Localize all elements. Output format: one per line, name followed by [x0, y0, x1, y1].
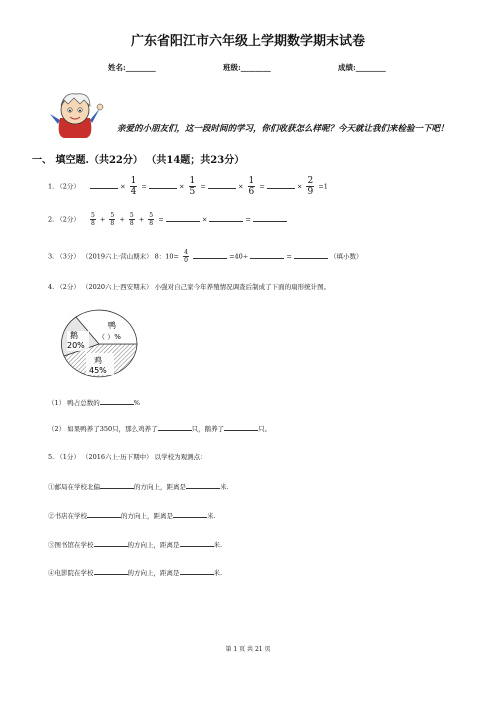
- answer-blank[interactable]: [158, 423, 192, 431]
- question-5-line-2: ②书店在学校 的方向上，距离是 米.: [48, 512, 216, 520]
- answer-blank[interactable]: [186, 481, 220, 489]
- answer-blank[interactable]: [87, 510, 121, 518]
- plus-sign: +: [99, 215, 106, 224]
- times-sign: ×: [296, 182, 303, 191]
- question-4-sub-2: [48, 423, 271, 433]
- question-5: 5. （1分） （2016六上·历下期中） 以学校为观测点：: [48, 453, 207, 461]
- answer-blank[interactable]: [193, 251, 227, 259]
- fraction-1-4: $\frac{1}{4}$: [130, 176, 137, 197]
- decimal-hint: （填小数）: [330, 252, 363, 261]
- question-4: 4. （2分） （2020六上·西安期末） 小强对自己家今年养殖情况调查后制成了下面的扇形统计图。: [48, 283, 331, 291]
- page-title: 广东省阳江市六年级上学期数学期末试卷: [130, 34, 365, 49]
- question-1: [48, 176, 328, 197]
- fraction-5-8: $\frac{5}{8}$: [90, 212, 95, 227]
- equals-sign: =: [259, 182, 265, 191]
- answer-blank[interactable]: [294, 251, 328, 259]
- answer-blank[interactable]: [100, 481, 134, 489]
- answer-blank[interactable]: [149, 181, 177, 189]
- question-5-line-1: ①邮局在学校北偏 的方向上，距离是 米.: [48, 483, 229, 491]
- question-3: [48, 249, 363, 264]
- fraction-4-blank: $\frac{4}{0}$: [184, 249, 188, 264]
- equals-sign: =: [141, 182, 147, 191]
- equals-sign: =: [245, 215, 251, 224]
- pie-label-duck: 鸭: [108, 321, 116, 330]
- times-sign: ×: [120, 182, 126, 191]
- score-field: 成绩:________: [338, 63, 386, 72]
- fraction-1-5: $\frac{1}{5}$: [189, 176, 196, 197]
- pie-label-chicken: 鸡: [94, 356, 102, 365]
- page-footer: 第 1 页 共 21 页: [225, 646, 271, 653]
- percent-sign: %: [133, 399, 140, 407]
- answer-blank[interactable]: [209, 214, 243, 222]
- answer-blank[interactable]: [100, 397, 134, 405]
- fraction-2-9: $\frac{2}{9}$: [307, 176, 314, 197]
- answer-blank[interactable]: [250, 251, 284, 259]
- sub-2-prefix: （2） 如果鸭养了350只，那么鸡养了: [48, 425, 158, 433]
- name-field: 姓名:________: [108, 63, 156, 72]
- cartoon-boy-image: [46, 88, 106, 140]
- pie-value-chicken: 45%: [89, 366, 107, 375]
- question-2: [48, 212, 287, 227]
- pie-value-duck: （ ）%: [98, 333, 121, 341]
- question-4-sub-1: [48, 397, 140, 407]
- answer-blank[interactable]: [94, 567, 128, 575]
- answer-blank[interactable]: [180, 567, 214, 575]
- times-sign: ×: [201, 215, 208, 224]
- answer-blank[interactable]: [90, 181, 118, 189]
- question-1-prefix: 1. （2分）: [48, 182, 80, 191]
- plus-sign: +: [119, 215, 125, 224]
- class-field: 班级:________: [223, 63, 271, 72]
- sub-2-suffix: 只。: [258, 425, 272, 433]
- fraction-5-8: $\frac{5}{8}$: [149, 212, 154, 227]
- pie-chart: [54, 305, 144, 383]
- fraction-1-6: $\frac{1}{6}$: [248, 176, 255, 197]
- answer-blank[interactable]: [173, 510, 207, 518]
- fraction-5-8: $\frac{5}{8}$: [110, 212, 115, 227]
- equals-sign: =: [286, 252, 292, 261]
- equals-sign: =: [200, 182, 206, 191]
- section-heading: 一、 填空题.（共22分） （共14题；共23分）: [32, 155, 245, 166]
- times-sign: ×: [179, 182, 185, 191]
- equals-sign: =: [158, 215, 164, 224]
- question-5-line-4: ④电影院在学校 的方向上，距离是 米.: [48, 569, 223, 577]
- answer-blank[interactable]: [224, 423, 258, 431]
- answer-blank[interactable]: [253, 214, 287, 222]
- answer-blank[interactable]: [94, 539, 128, 547]
- sub-1-prefix: （1） 鸭占总数的: [48, 399, 100, 407]
- answer-blank[interactable]: [166, 214, 200, 222]
- greeting-text: 亲爱的小朋友们，这一段时间的学习，你们收获怎么样呢？今天就让我们来检验一下吧！: [117, 124, 449, 134]
- question-5-line-3: ③图书馆在学校 的方向上，距离是 米.: [48, 541, 223, 549]
- answer-blank[interactable]: [208, 181, 236, 189]
- answer-blank[interactable]: [180, 539, 214, 547]
- sub-2-mid: 只，鹅养了: [191, 425, 225, 433]
- question-3-prefix: 3. （3分） （2019六上·营山期末） 8：10=: [48, 252, 179, 261]
- question-2-prefix: 2. （2分）: [48, 215, 80, 224]
- times-sign: ×: [237, 182, 244, 191]
- pie-label-goose: 鹅: [70, 331, 78, 340]
- fraction-5-8: $\frac{5}{8}$: [129, 212, 134, 227]
- ratio-text: =40÷: [229, 252, 249, 261]
- pie-value-goose: 20%: [67, 341, 85, 350]
- plus-sign: +: [138, 215, 145, 224]
- equals-one: =1: [318, 182, 328, 191]
- answer-blank[interactable]: [267, 181, 295, 189]
